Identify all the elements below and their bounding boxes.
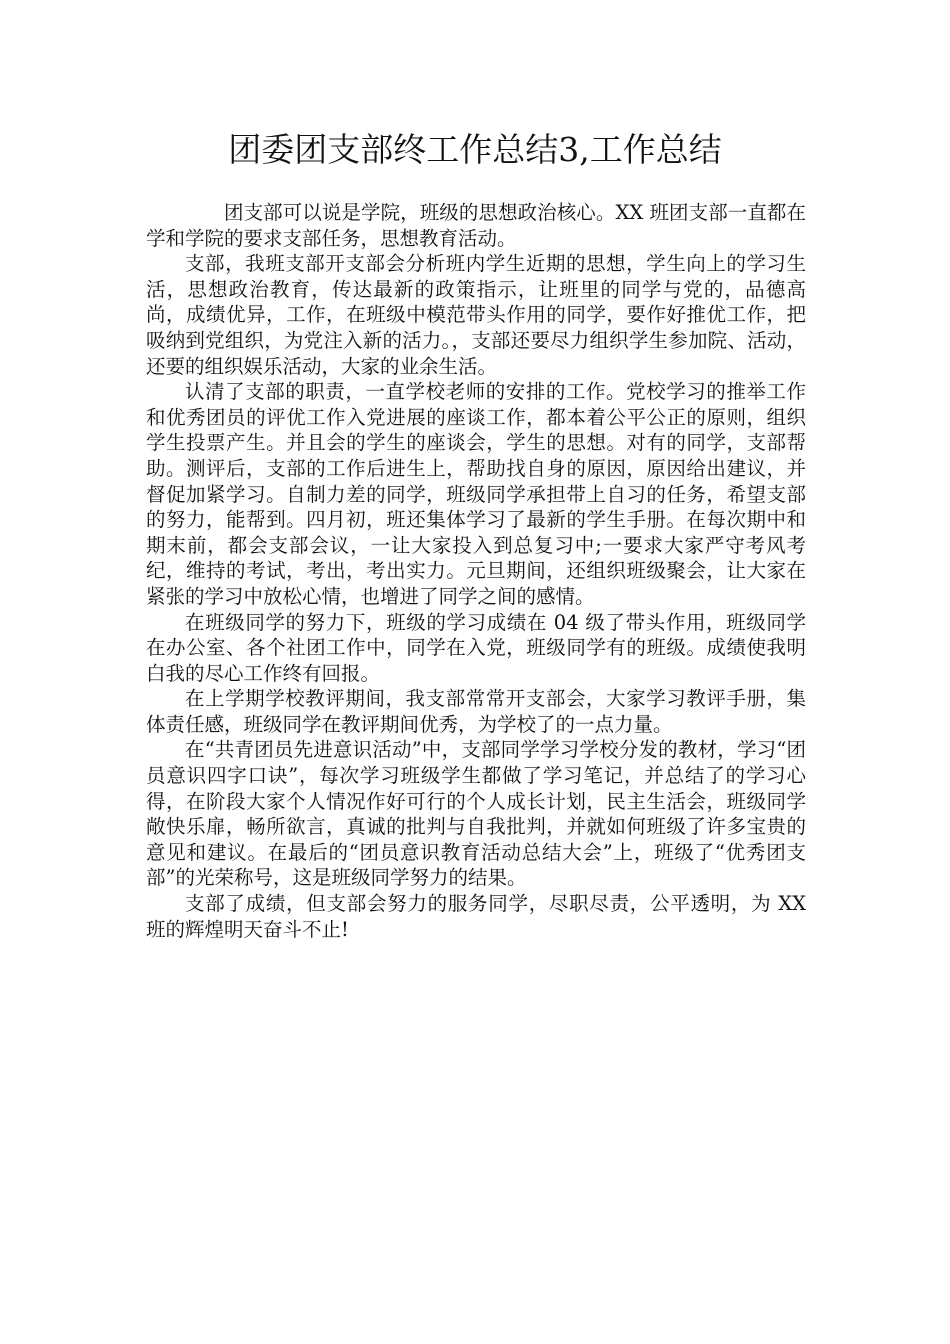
paragraph-2: 支部，我班支部开支部会分析班内学生近期的思想，学生向上的学习生活，思想政治教育，传达最新的政策指示，让班里的同学与党的，品德高尚，成绩优异，工作，在班级中模范带头作用的同学，要作好推优工作，把吸纳到党组织，为党注入新的活力。，支部还要尽力组织学生参加院、活动，还要的组织娱乐活动，大家的业余生活。 [146, 252, 806, 378]
document-title: 团委团支部终工作总结3,工作总结 [228, 130, 722, 169]
document-body [146, 200, 806, 942]
paragraph-1: 团支部可以说是学院，班级的思想政治核心。XX 班团支部一直都在学和学院的要求支部任务，思想教育活动。 [146, 201, 806, 250]
paragraph-3: 认清了支部的职责，一直学校老师的安排的工作。党校学习的推举工作和优秀团员的评优工作入党进展的座谈工作，都本着公平公正的原则，组织学生投票产生。并且会的学生的座谈会，学生的思想。对有的同学，支部帮助。测评后，支部的工作后进生上，帮助找自身的原因，原因给出建议，并督促加紧学习。自制力差的同学，班级同学承担带上自习的任务，希望支部的努力，能帮到。四月初，班还集体学习了最新的学生手册。在每次期中和期末前，都会支部会议，一让大家投入到总复习中;一要求大家严守考风考纪，维持的考试，考出，考出实力。元旦期间，还组织班级聚会，让大家在紧张的学习中放松心情，也增进了同学之间的感情。 [146, 380, 806, 608]
paragraph-7: 支部了成绩，但支部会努力的服务同学，尽职尽责，公平透明，为 XX 班的辉煌明天奋斗不止! [146, 892, 806, 941]
paragraph-5: 在上学期学校教评期间，我支部常常开支部会，大家学习教评手册，集体责任感，班级同学在教评期间优秀，为学校了的一点力量。 [146, 687, 806, 736]
paragraph-4: 在班级同学的努力下，班级的学习成绩在 04 级了带头作用，班级同学在办公室、各个社团工作中，同学在入党，班级同学有的班级。成绩使我明白我的尽心工作终有回报。 [146, 610, 806, 685]
paragraph-6: 在“共青团员先进意识活动”中，支部同学学习学校分发的教材，学习“团员意识四字口诀”，每次学习班级学生都做了学习笔记，并总结了的学习心得，在阶段大家个人情况作好可行的个人成长计划，民主生活会，班级同学敞快乐扉，畅所欲言，真诚的批判与自我批判，并就如何班级了许多宝贵的意见和建议。在最后的“团员意识教育活动总结大会”上，班级了“优秀团支部”的光荣称号，这是班级同学努力的结果。 [146, 738, 806, 890]
